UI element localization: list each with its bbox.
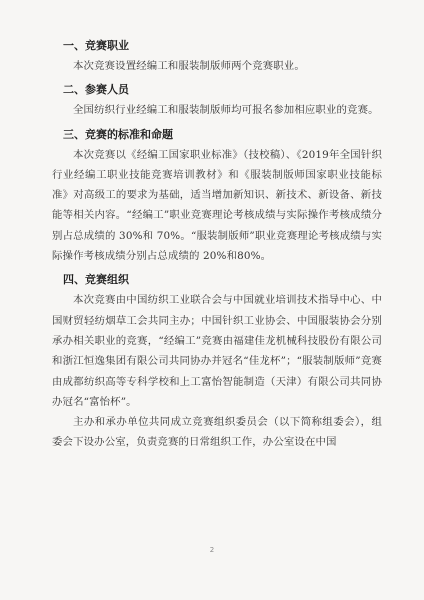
page-number: 2 [209,546,215,554]
section-2-paragraph-1: 全国纺织行业经编工和服装制版师均可报名参加相应职业的竞赛。 [73,104,379,117]
section-heading-3: 三、竞赛的标准和命题 [63,127,173,141]
section-4-paragraph-2: 主办和承办单位共同成立竞赛组织委员会（以下简称组委会），组委会下设办公室，负责竞赛的日常组织工作，办公室设在中国 [52,416,382,449]
section-heading-1: 一、竞赛职业 [63,39,129,52]
document-body [52,36,382,453]
section-heading-4: 四、竞赛组织 [63,273,129,287]
section-1-paragraph-1: 本次竞赛设置经编工和服装制版师两个竞赛职业。 [73,60,305,72]
section-3-paragraph-1: 本次竞赛以《经编工国家职业标准》（技校稿）、《2019年全国针织行业经编工职业技能竞赛培训教材》和《服装制版师国家职业技能标准》对高级工的要求为基础，适当增加新知识、新技术、新设备、新技能等相关内容。“经编工”职业竞赛理论考核成绩与实际操作考核成绩分别占总成绩的 30%和 70%。“服装制版师”职业竞赛理论考核成绩与实际操作考核成绩分别占总成绩的 20%和80%。 [52,148,382,263]
section-heading-2: 二、参赛人员 [63,83,129,97]
section-4-paragraph-1: 本次竞赛由中国纺织工业联合会与中国就业培训技术指导中心、中国财贸轻纺烟草工会共同主办；中国针织工业协会、中国服装协会分别承办相关职业的竞赛，“经编工”竞赛由福建佳龙机械科技股份有限公司和浙江恒逸集团有限公司共同协办并冠名“佳龙杯”；“服装制版师”竞赛由成都纺织高等专科学校和上工富怡智能制造（天津）有限公司共同协办冠名“富怡杯”。 [52,294,382,408]
